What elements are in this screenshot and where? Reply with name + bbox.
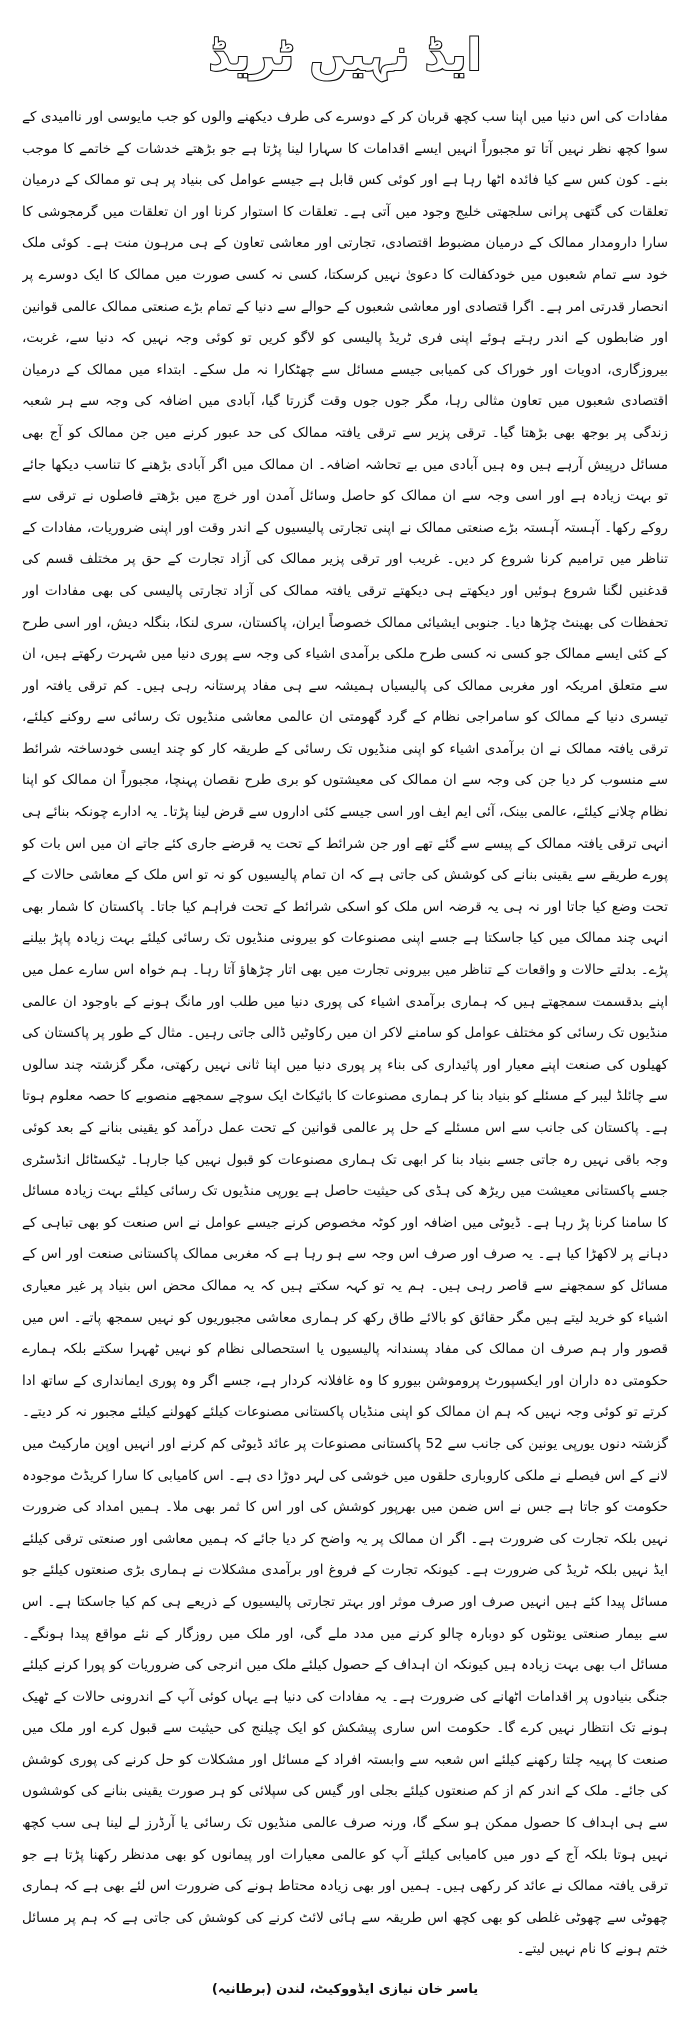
headline-container: [22, 18, 668, 94]
article-body: مفادات کی اس دنیا میں اپنا سب کچھ قربان کر کے دوسرے کی طرف دیکھنے والوں کو جب مایوسی اور ناامیدی کے سوا کچھ نظر نہیں آتا تو مجبوراً انہیں ایسے اقدامات کا سہارا لینا پڑتا ہے جو بڑھتے خدشات کے خاتمے کا موجب بنے۔ کون کس سے کیا فائدہ اٹھا رہا ہے اور کوئی کس قابل ہے جیسے عوامل کی بنیاد پر ہی تو ممالک کے درمیان تعلقات کی گتھی پرانی سلجھتی خلیج وجود میں آتی ہے۔ تعلقات کا استوار کرنا اور ان تعلقات میں گرمجوشی کا سارا دارومدار ممالک کے درمیان مضبوط اقتصادی، تجارتی اور معاشی تعاون کے ہی مرہون منت ہے۔ کوئی ملک خود سے تمام شعبوں میں خودکفالت کا دعویٰ نہیں کرسکتا، کسی نہ کسی صورت میں ممالک کا ایک دوسرے پر انحصار قدرتی امر ہے۔ اگرا قتصادی اور معاشی شعبوں کے حوالے سے دنیا کے تمام بڑے صنعتی ممالک عالمی قوانین اور ضابطوں کے اندر رہتے ہوئے اپنی فری ٹریڈ پالیسی کو لاگو کریں تو کوئی وجہ نہیں کہ دنیا سے، غربت، بیروزگاری، ادویات اور خوراک کی کمیابی جیسے مسائل سے چھٹکارا نہ مل سکے۔ ابتداء میں ممالک کے درمیان اقتصادی شعبوں میں تعاون مثالی رہا، مگر جوں جوں وقت گزرتا گیا، آبادی میں اضافہ کی وجہ سے ہر شعبہ زندگی پر بوجھ بھی بڑھتا گیا۔ ترقی پزیر سے ترقی یافتہ ممالک کی حد عبور کرنے میں جن ممالک کو آج بھی مسائل درپیش آرہے ہیں وہ ہیں آبادی میں بے تحاشہ اضافہ۔ ان ممالک میں اگر آبادی بڑھنے کا تناسب دیکھا جائے تو بہت زیادہ ہے اور اسی وجہ سے ان ممالک کو حاصل وسائل آمدن اور خرچ میں بڑھتے فاصلوں نے ترقی سے روکے رکھا۔ آہستہ آہستہ بڑے صنعتی ممالک نے اپنی تجارتی پالیسیوں کے اندر وقت اور اپنی ضروریات، مفادات کے تناظر میں ترامیم کرنا شروع کر دیں۔ غریب اور ترقی پزیر ممالک کی آزاد تجارت کے حق پر مختلف قسم کی قدغنیں لگنا شروع ہوئیں اور دیکھتے ہی دیکھتے ترقی یافتہ ممالک کی آزاد تجارتی پالیسی کی بھی مفادات اور تحفظات کی بھینٹ چڑھا دیا۔ جنوبی ایشیائی ممالک خصوصاً ایران، پاکستان، سری لنکا، بنگلہ دیش، اور اسی طرح کے کئی ایسے ممالک جو کسی نہ کسی طرح ملکی برآمدی اشیاء کی وجہ سے پوری دنیا میں شہرت رکھتے ہیں، ان سے متعلق امریکہ اور مغربی ممالک کی پالیسیاں ہمیشہ سے ہی مفاد پرستانہ رہی ہیں۔ کم ترقی یافتہ اور تیسری دنیا کے ممالک کو سامراجی نظام کے گرد گھومتی ان عالمی معاشی منڈیوں تک رسائی سے روکنے کیلئے، ترقی یافتہ ممالک نے ان برآمدی اشیاء کو اپنی منڈیوں تک رسائی کے طریقہ کار کو چند ایسی خودساختہ شرائط سے منسوب کر دیا جن کی وجہ سے ان ممالک کی معیشتوں کو بری طرح نقصان پہنچا، مجبوراً ان ممالک کو اپنا نظام چلانے کیلئے، عالمی بینک، آئی ایم ایف اور اسی جیسے کئی اداروں سے قرض لینا پڑتا۔ یہ ادارے چونکہ بنائے ہی انہی ترقی یافتہ ممالک کے پیسے سے گئے تھے اور جن شرائط کے تحت یہ قرضے جاری کئے جاتے ان میں اس بات کو پورے طریقے سے یقینی بنانے کی کوشش کی جاتی ہے کہ ان تمام پالیسیوں کو نہ تو اس ملک کے معاشی حالات کے تحت وضع کیا جاتا اور نہ ہی یہ قرضہ اس ملک کو اسکی شرائط کے تحت فراہم کیا جاتا۔ پاکستان کا شمار بھی انہی چند ممالک میں کیا جاسکتا ہے جسے اپنی مصنوعات کو بیرونی منڈیوں تک رسائی کیلئے بہت زیادہ پاپڑ بیلنے پڑے۔ بدلتے حالات و واقعات کے تناظر میں بیرونی تجارت میں بھی اتار چڑھاؤ آتا رہا۔ ہم خواہ اس سارے عمل میں اپنے بدقسمت سمجھتے ہیں کہ ہماری برآمدی اشیاء کی پوری دنیا میں طلب اور مانگ ہونے کے باوجود ان عالمی منڈیوں تک رسائی کو مختلف عوامل کو سامنے لاکر ان میں رکاوٹیں ڈالی جاتی رہیں۔ مثال کے طور پر پاکستان کی کھیلوں کی صنعت اپنے معیار اور پائیداری کی بناء پر پوری دنیا میں اپنا ثانی نہیں رکھتی، مگر گزشتہ چند سالوں سے چائلڈ لیبر کے مسئلے کو بنیاد بنا کر ہماری مصنوعات کا بائیکاٹ ایک سوچے سمجھے منصوبے کا حصہ معلوم ہوتا ہے۔ پاکستان کی جانب سے اس مسئلے کے حل پر عالمی قوانین کے تحت عمل درآمد کو یقینی بنانے کے بعد کوئی وجہ باقی نہیں رہ جاتی جسے بنیاد بنا کر ابھی تک ہماری مصنوعات کو قبول نہیں کیا جارہا۔ ٹیکسٹائل انڈسٹری جسے پاکستانی معیشت میں ریڑھ کی ہڈی کی حیثیت حاصل ہے یورپی منڈیوں تک رسائی کیلئے بہت زیادہ مسائل کا سامنا کرنا پڑ رہا ہے۔ ڈیوٹی میں اضافہ اور کوٹہ مخصوص کرنے جیسے عوامل نے اس صنعت کو بھی تباہی کے دہانے پر لاکھڑا کیا ہے۔ یہ صرف اور صرف اس وجہ سے ہو رہا ہے کہ مغربی ممالک پاکستانی صنعت اور اس کے مسائل کو سمجھنے سے قاصر رہی ہیں۔ ہم یہ تو کہہ سکتے ہیں کہ یہ ممالک محض اس بنیاد پر غیر معیاری اشیاء کو خرید لیتے ہیں مگر حقائق کو بالائے طاق رکھ کر ہماری معاشی مجبوریوں کو نہیں سمجھ پاتے۔ اس میں قصور وار ہم صرف ان ممالک کی مفاد پسندانہ پالیسیوں یا استحصالی نظام کو نہیں ٹھہرا سکتے بلکہ ہمارے حکومتی دہ داران اور ایکسپورٹ پروموشن بیورو کا وہ غافلانہ کردار ہے، جسے اگر وہ پوری ایمانداری کے ساتھ ادا کرتے تو کوئی وجہ نہیں کہ ہم ان ممالک کو اپنی منڈیاں پاکستانی مصنوعات کیلئے کھولنے کیلئے مجبور نہ کر دیتے۔ گزشتہ دنوں یورپی یونین کی جانب سے 52 پاکستانی مصنوعات پر عائد ڈیوٹی کم کرنے اور انہیں اوپن مارکیٹ میں لانے کے اس فیصلے نے ملکی کاروباری حلقوں میں خوشی کی لہر دوڑا دی ہے۔ اس کامیابی کا سارا کریڈٹ موجودہ حکومت کو جاتا ہے جس نے اس ضمن میں بھرپور کوشش کی اور اس کا ثمر بھی ملا۔ ہمیں امداد کی ضرورت نہیں بلکہ تجارت کی ضرورت ہے۔ اگر ان ممالک پر یہ واضح کر دیا جائے کہ ہمیں معاشی اور صنعتی ترقی کیلئے ایڈ نہیں بلکہ ٹریڈ کی ضرورت ہے۔ کیونکہ تجارت کے فروغ اور برآمدی مشکلات نے ہماری بڑی صنعتوں کیلئے جو مسائل پیدا کئے ہیں انہیں صرف اور صرف موثر اور بہتر تجارتی پالیسیوں کے ذریعے ہی کم کیا جاسکتا ہے۔ اس سے بیمار صنعتی یونٹوں کو دوبارہ چالو کرنے میں مدد ملے گی، اور ملک میں روزگار کے نئے مواقع پیدا ہونگے۔ مسائل اب بھی بہت زیادہ ہیں کیونکہ ان اہداف کے حصول کیلئے ملک میں انرجی کی ضروریات کو پورا کرنے کیلئے جنگی بنیادوں پر اقدامات اٹھانے کی ضرورت ہے۔ یہ مفادات کی دنیا ہے یہاں کوئی آپ کے اندرونی حالات کے ٹھیک ہونے تک انتظار نہیں کرے گا۔ حکومت اس ساری پیشکش کو ایک چیلنج کی حیثیت سے قبول کرے اور ملک میں صنعت کا پہیہ چلتا رکھنے کیلئے اس شعبہ سے وابستہ افراد کے مسائل اور مشکلات کو حل کرنے کی پوری کوشش کی جائے۔ ملک کے اندر کم از کم صنعتوں کیلئے بجلی اور گیس کی سپلائی کو ہر صورت یقینی بنانے کی کوششوں سے ہی اہداف کا حصول ممکن ہو سکے گا، ورنہ صرف عالمی منڈیوں تک رسائی یا آرڈرز لے لینا ہی سب کچھ نہیں ہوتا بلکہ آج کے دور میں کامیابی کیلئے آپ کو عالمی معیارات اور پیمانوں کو بھی مدنظر رکھنا پڑتا ہے جو ترقی یافتہ ممالک نے عائد کر رکھی ہیں۔ ہمیں اور بھی زیادہ محتاط ہونے کی ضرورت اس لئے بھی ہے کہ ہماری چھوٹی سے چھوٹی غلطی کو بھی کچھ اس طریقہ سے ہائی لائٹ کرنے کی کوشش کی جاتی ہے کہ ہم پر مسائل ختم ہونے کا نام نہیں لیتے۔: [22, 109, 668, 1958]
article-headline: ایڈ نہیں ٹریڈ: [208, 30, 482, 81]
author-byline: یاسر خان نیازی ایڈووکیٹ، لندن (برطانیہ): [211, 1982, 479, 1997]
